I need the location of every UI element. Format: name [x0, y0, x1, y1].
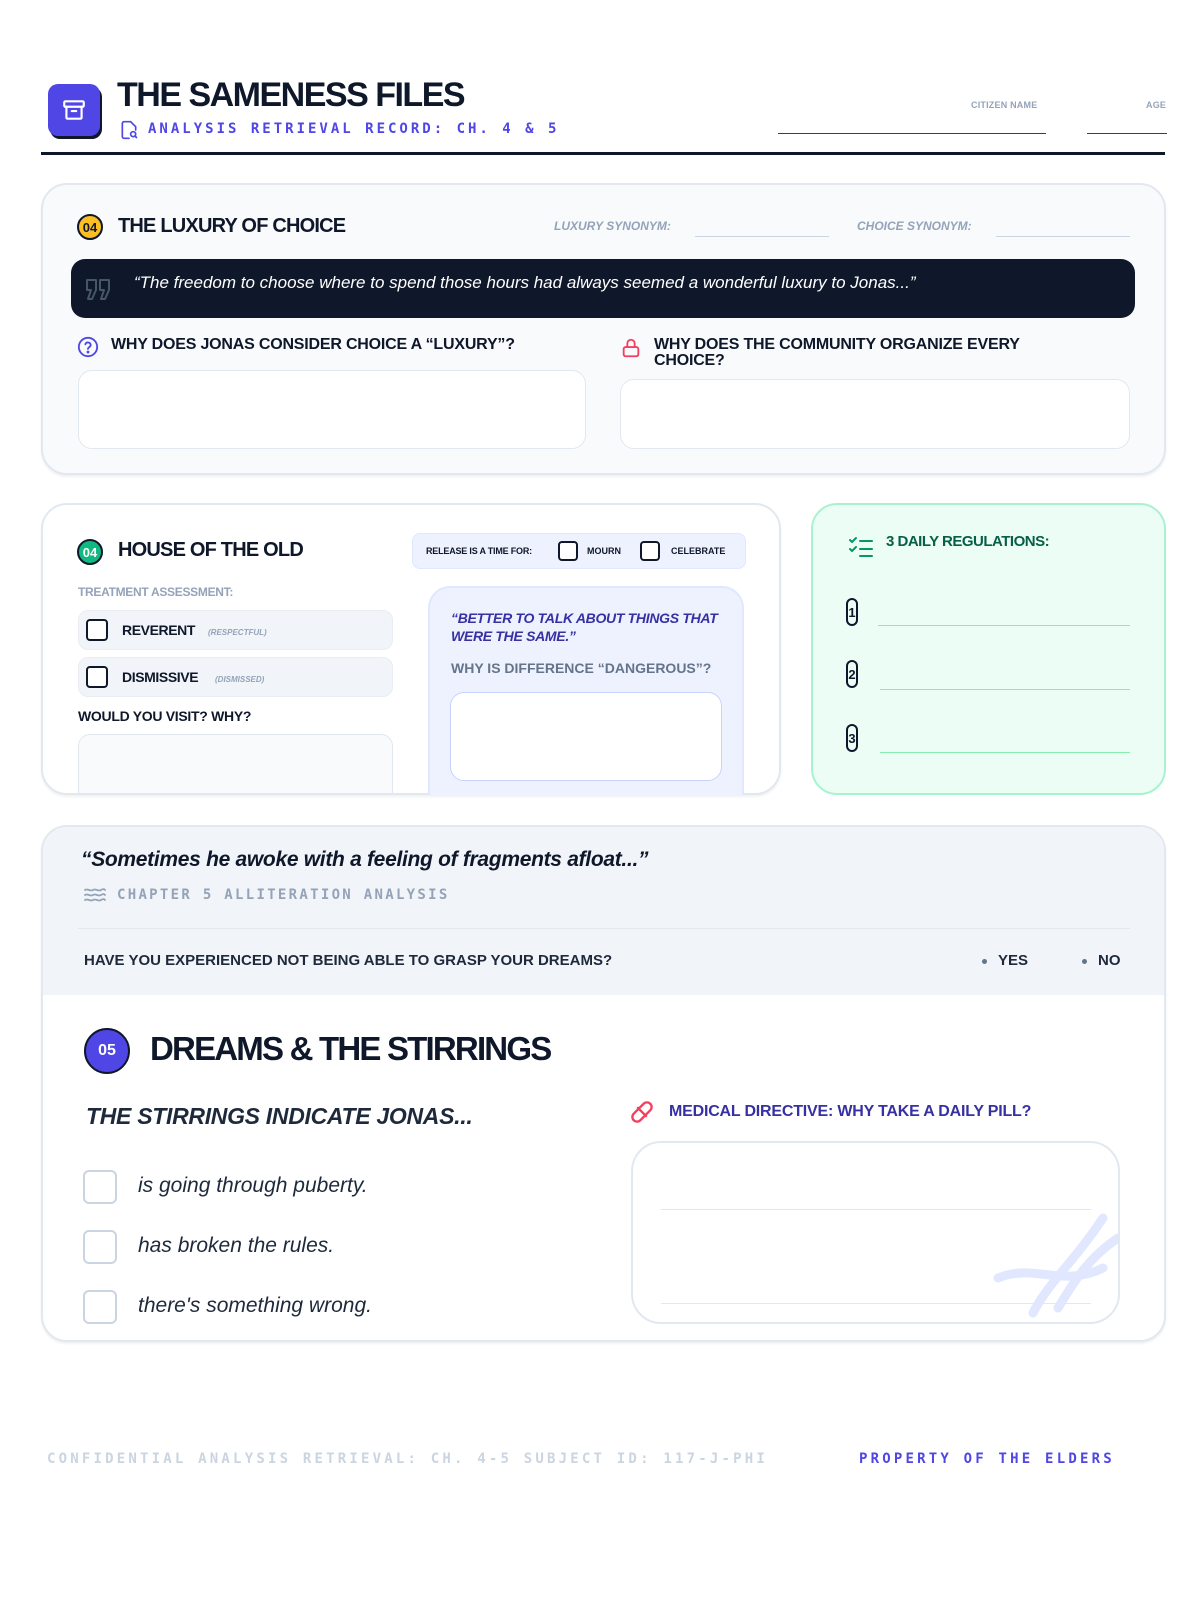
mourn-checkbox[interactable]: [558, 541, 578, 561]
callout-quote: “BETTER TO TALK ABOUT THINGS THAT WERE THE SAME.”: [451, 610, 718, 644]
regulations-heading: 3 DAILY REGULATIONS:: [886, 533, 1050, 550]
section-heading-dreams: DREAMS & THE STIRRINGS: [150, 1030, 551, 1067]
dreams-quote: “Sometimes he awoke with a feeling of fragments afloat...”: [81, 848, 649, 871]
luxury-synonym-field[interactable]: [695, 236, 829, 237]
difference-answer-box[interactable]: [450, 692, 722, 781]
choice-synonym-field[interactable]: [996, 236, 1130, 237]
answer-box-luxury[interactable]: [78, 370, 586, 449]
section-badge-05: 05: [84, 1028, 130, 1074]
alliteration-analysis-label: CHAPTER 5 ALLITERATION ANALYSIS: [117, 887, 450, 903]
waves-icon: [84, 886, 106, 904]
stirrings-checkbox-1[interactable]: [83, 1170, 117, 1204]
yes-label: YES: [998, 952, 1029, 969]
regulation-number-3: 3: [846, 724, 858, 752]
reverent-note: (RESPECTFUL): [208, 628, 267, 637]
yes-radio[interactable]: [982, 959, 987, 964]
stirrings-option-1: is going through puberty.: [138, 1174, 368, 1197]
medical-directive-question: MEDICAL DIRECTIVE: WHY TAKE A DAILY PILL?: [669, 1103, 1032, 1120]
no-label: NO: [1098, 952, 1121, 969]
stirrings-option-2: has broken the rules.: [138, 1234, 335, 1257]
treatment-assessment-label: TREATMENT ASSESSMENT:: [78, 585, 234, 599]
stirrings-option-3: there's something wrong.: [138, 1294, 372, 1317]
luxury-synonym-label: LUXURY SYNONYM:: [554, 219, 671, 233]
page-subtitle: ANALYSIS RETRIEVAL RECORD: CH. 4 & 5: [148, 121, 560, 137]
stirrings-checkbox-3[interactable]: [83, 1290, 117, 1324]
footer-confidential: CONFIDENTIAL ANALYSIS RETRIEVAL: CH. 4-5 SUBJECT ID: 117-J-PHI: [47, 1451, 768, 1467]
regulation-line-2[interactable]: [880, 689, 1130, 690]
regulation-line-1[interactable]: [878, 625, 1130, 626]
age-field[interactable]: [1087, 133, 1167, 134]
visit-question: WOULD YOU VISIT? WHY?: [78, 708, 252, 724]
question-organize: WHY DOES THE COMMUNITY ORGANIZE EVERY CHOICE?: [654, 336, 1020, 369]
celebrate-label: CELEBRATE: [671, 546, 726, 556]
dismissive-note: (DISMISSED): [215, 675, 265, 684]
regulation-number-2: 2: [846, 660, 858, 688]
dreams-question: HAVE YOU EXPERIENCED NOT BEING ABLE TO GRASP YOUR DREAMS?: [84, 952, 613, 969]
choice-synonym-label: CHOICE SYNONYM:: [857, 219, 972, 233]
header-divider: [41, 152, 1165, 155]
regulation-number-1: 1: [846, 598, 858, 626]
citizen-name-label: CITIZEN NAME: [971, 100, 1038, 110]
section-heading-house-old: HOUSE OF THE OLD: [118, 539, 303, 561]
no-radio[interactable]: [1082, 959, 1087, 964]
dismissive-label: DISMISSIVE: [122, 669, 199, 685]
archive-icon: [61, 97, 87, 123]
medical-answer-box[interactable]: [631, 1141, 1120, 1324]
mourn-label: MOURN: [587, 546, 621, 556]
section-heading-luxury: THE LUXURY OF CHOICE: [118, 215, 346, 237]
archive-logo: [48, 84, 100, 136]
reverent-checkbox[interactable]: [86, 619, 108, 641]
reverent-label: REVERENT: [122, 622, 196, 638]
dreams-divider: [78, 928, 1130, 929]
callout-question: WHY IS DIFFERENCE “DANGEROUS”?: [451, 660, 712, 676]
age-label: AGE: [1146, 100, 1167, 110]
checklist-icon: [848, 535, 874, 559]
stirrings-prompt: THE STIRRINGS INDICATE JONAS...: [86, 1103, 473, 1129]
visit-answer-box[interactable]: [78, 734, 393, 793]
pill-icon: [628, 1098, 656, 1126]
release-label: RELEASE IS A TIME FOR:: [426, 546, 532, 556]
citizen-name-field[interactable]: [778, 133, 1046, 134]
dismissive-checkbox[interactable]: [86, 666, 108, 688]
section-badge-04b: 04: [77, 539, 103, 565]
document-search-icon: [119, 120, 139, 140]
regulation-line-3[interactable]: [880, 752, 1130, 753]
celebrate-checkbox[interactable]: [640, 541, 660, 561]
stirrings-checkbox-2[interactable]: [83, 1230, 117, 1264]
question-luxury: WHY DOES JONAS CONSIDER CHOICE A “LUXURY”?: [111, 336, 515, 353]
question-circle-icon: [77, 336, 99, 358]
quote-text: “The freedom to choose where to spend those hours had always seemed a wonderful luxury to Jonas...”: [134, 273, 916, 292]
answer-line-1: [661, 1209, 1091, 1210]
page-title: THE SAMENESS FILES: [117, 76, 465, 114]
quote-mark-icon: [84, 276, 112, 302]
section-badge-04: 04: [77, 214, 103, 240]
lock-icon: [620, 336, 642, 360]
footer-property: PROPERTY OF THE ELDERS: [859, 1451, 1115, 1467]
dna-watermark-icon: [993, 1213, 1120, 1323]
answer-box-organize[interactable]: [620, 379, 1130, 449]
